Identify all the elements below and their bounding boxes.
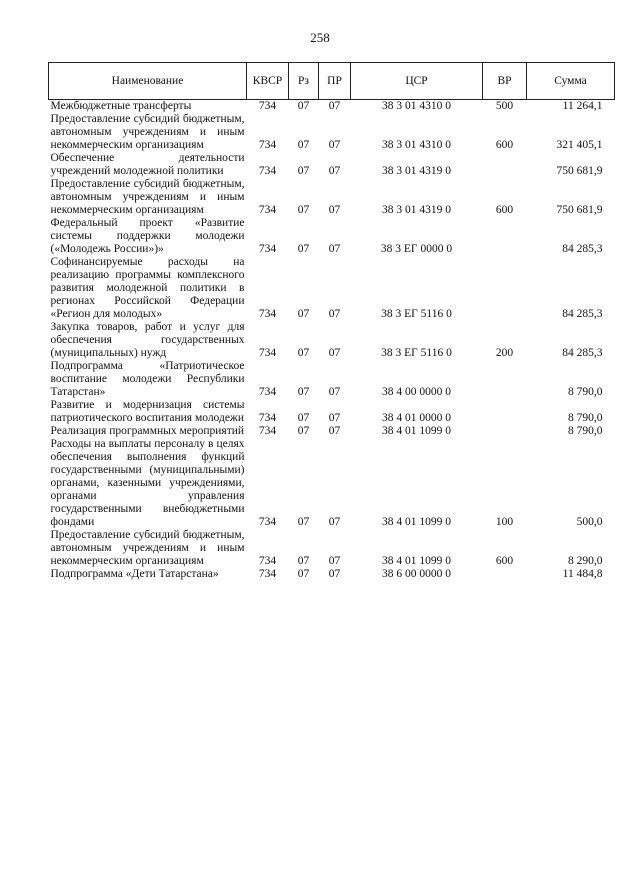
cell-sum: 750 681,9 [556, 204, 603, 216]
header-csr: ЦСР [351, 63, 483, 100]
cell-kvsr: 734 [258, 204, 277, 216]
page-number: 258 [310, 30, 330, 45]
cell-pr: 07 [328, 165, 341, 177]
cell-kvsr: 734 [258, 516, 277, 528]
table-row [49, 438, 615, 529]
cell-pr: 07 [328, 568, 341, 580]
cell-pr: 07 [328, 386, 341, 398]
cell-sum: 8 790,0 [568, 386, 603, 398]
cell-kvsr: 734 [258, 425, 277, 437]
cell-csr: 38 3 01 4310 0 [382, 139, 451, 151]
cell-name: Предоставление субсидий бюджетным, автономным учреждениям и иным некоммерческим организациям [50, 178, 245, 216]
table-row [49, 321, 615, 360]
cell-pr: 07 [328, 204, 341, 216]
cell-rz: 07 [297, 308, 310, 320]
cell-rz: 07 [297, 516, 310, 528]
table-row [49, 256, 615, 321]
cell-pr: 07 [328, 308, 341, 320]
cell-rz: 07 [297, 412, 310, 424]
cell-vr: 600 [495, 555, 514, 567]
cell-kvsr: 734 [258, 386, 277, 398]
cell-sum: 11 484,8 [562, 568, 603, 580]
cell-name: Предоставление субсидий бюджетным, автономным учреждениям и иным некоммерческим организациям [50, 113, 245, 151]
cell-pr: 07 [328, 100, 341, 112]
cell-rz: 07 [297, 568, 310, 580]
cell-name: Подпрограмма «Патриотическое воспитание молодежи Республики Татарстан» [50, 360, 245, 398]
cell-sum: 8 290,0 [568, 555, 603, 567]
cell-name: Обеспечение деятельности учреждений молодежной политики [50, 152, 245, 177]
table-row [49, 113, 615, 152]
budget-table [48, 62, 615, 581]
cell-csr: 38 3 01 4319 0 [382, 204, 451, 216]
cell-name: Подпрограмма «Дети Татарстана» [50, 568, 219, 580]
cell-vr: 600 [495, 139, 514, 151]
header-kvsr: КВСР [247, 63, 289, 100]
cell-pr: 07 [328, 139, 341, 151]
cell-csr: 38 4 01 0000 0 [382, 412, 451, 424]
cell-rz: 07 [297, 386, 310, 398]
cell-vr [483, 360, 527, 399]
cell-rz: 07 [297, 204, 310, 216]
cell-pr: 07 [328, 555, 341, 567]
cell-csr: 38 4 00 0000 0 [382, 386, 451, 398]
cell-vr [483, 217, 527, 256]
cell-vr [483, 152, 527, 178]
cell-pr: 07 [328, 516, 341, 528]
cell-kvsr: 734 [258, 347, 277, 359]
cell-vr [483, 425, 527, 438]
cell-csr: 38 3 01 4319 0 [382, 165, 451, 177]
table-row [49, 568, 615, 581]
cell-rz: 07 [297, 100, 310, 112]
cell-kvsr: 734 [258, 568, 277, 580]
table-row [49, 178, 615, 217]
cell-sum: 84 285,3 [562, 347, 603, 359]
table-body [49, 100, 615, 582]
table-row [49, 100, 615, 114]
table-row [49, 152, 615, 178]
cell-sum: 500,0 [576, 516, 603, 528]
table-row [49, 399, 615, 425]
cell-kvsr: 734 [258, 165, 277, 177]
cell-csr: 38 3 ЕГ 0000 0 [380, 243, 453, 255]
cell-name: Развитие и модернизация системы патриотического воспитания молодежи [50, 399, 245, 424]
cell-sum: 8 790,0 [568, 412, 603, 424]
cell-csr: 38 4 01 1099 0 [382, 516, 451, 528]
cell-vr: 200 [495, 347, 514, 359]
header-name: Наименование [49, 63, 247, 100]
table-row [49, 529, 615, 568]
cell-vr: 600 [495, 204, 514, 216]
cell-csr: 38 3 01 4310 0 [382, 100, 451, 112]
cell-rz: 07 [297, 555, 310, 567]
cell-vr: 500 [495, 100, 514, 112]
cell-vr [483, 399, 527, 425]
cell-pr: 07 [328, 425, 341, 437]
cell-kvsr: 734 [258, 412, 277, 424]
cell-sum: 8 790,0 [568, 425, 603, 437]
cell-name: Реализация программных мероприятий [50, 425, 245, 437]
cell-csr: 38 6 00 0000 0 [382, 568, 451, 580]
cell-sum: 84 285,3 [562, 243, 603, 255]
table-row [49, 360, 615, 399]
cell-vr: 100 [495, 516, 514, 528]
cell-pr: 07 [328, 412, 341, 424]
cell-csr: 38 4 01 1099 0 [382, 555, 451, 567]
cell-sum: 750 681,9 [556, 165, 603, 177]
table-header-row [49, 63, 615, 100]
cell-csr: 38 3 ЕГ 5116 0 [381, 308, 452, 320]
header-rz: Рз [289, 63, 319, 100]
cell-kvsr: 734 [258, 555, 277, 567]
cell-rz: 07 [297, 139, 310, 151]
cell-sum: 11 264,1 [562, 100, 603, 112]
cell-kvsr: 734 [258, 308, 277, 320]
header-sum: Сумма [527, 63, 615, 100]
cell-name: Расходы на выплаты персоналу в целях обеспечения выполнения функций государственными (муниципальными) органами, казенными учреждениями, органами управления государственными внебюджетными фондами [50, 438, 245, 528]
cell-name: Софинансируемые расходы на реализацию программы комплексного развития молодежной политики в регионах Российской Федерации «Регион для молодых» [50, 256, 245, 320]
cell-name: Межбюджетные трансферты [50, 100, 192, 112]
table-row [49, 217, 615, 256]
cell-name: Закупка товаров, работ и услуг для обеспечения государственных (муниципальных) нужд [50, 321, 245, 359]
cell-vr [483, 256, 527, 321]
cell-kvsr: 734 [258, 243, 277, 255]
cell-name: Федеральный проект «Развитие системы поддержки молодежи («Молодежь России»)» [50, 217, 245, 255]
cell-kvsr: 734 [258, 100, 277, 112]
cell-csr: 38 3 ЕГ 5116 0 [381, 347, 452, 359]
cell-rz: 07 [297, 347, 310, 359]
table-row [49, 425, 615, 438]
cell-pr: 07 [328, 347, 341, 359]
header-vr: ВР [483, 63, 527, 100]
cell-sum: 321 405,1 [556, 139, 603, 151]
cell-name: Предоставление субсидий бюджетным, автономным учреждениям и иным некоммерческим организациям [50, 529, 245, 567]
cell-pr: 07 [328, 243, 341, 255]
cell-csr: 38 4 01 1099 0 [382, 425, 451, 437]
cell-rz: 07 [297, 165, 310, 177]
cell-sum: 84 285,3 [562, 308, 603, 320]
cell-rz: 07 [297, 243, 310, 255]
cell-rz: 07 [297, 425, 310, 437]
cell-vr [483, 568, 527, 581]
cell-kvsr: 734 [258, 139, 277, 151]
header-pr: ПР [319, 63, 351, 100]
